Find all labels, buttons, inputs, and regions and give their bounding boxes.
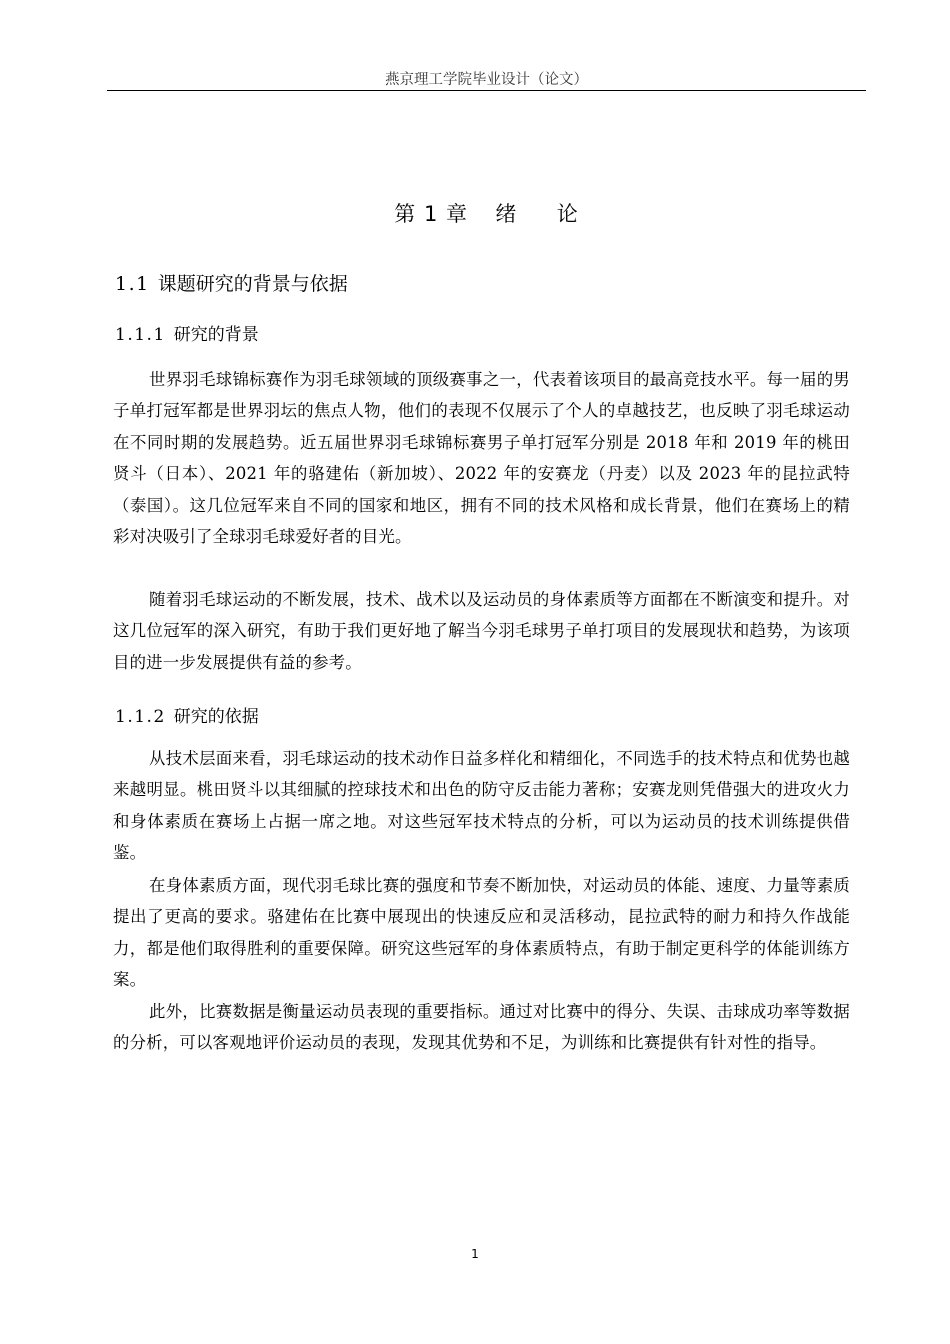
section-heading-1-1-1 (115, 322, 259, 348)
section-number: 1.1.2 (115, 707, 166, 727)
paragraph-basis-3: 此外，比赛数据是衡量运动员表现的重要指标。通过对比赛中的得分、失误、击球成功率等数据的分析，可以客观地评价运动员的表现，发现其优势和不足，为训练和比赛提供有针对性的指导。 (113, 1002, 850, 1053)
chapter-title-char-1: 绪 (495, 202, 518, 226)
section-heading-1-1-2 (115, 704, 259, 730)
section-heading-1-1 (115, 270, 348, 298)
paragraph-background-2: 随着羽毛球运动的不断发展，技术、战术以及运动员的身体素质等方面都在不断演变和提升。对这几位冠军的深入研究，有助于我们更好地了解当今羽毛球男子单打项目的发展现状和趋势，为该项目的进一步发展提供有益的参考。 (113, 590, 850, 672)
chapter-title (107, 198, 866, 230)
paragraph-background-1: 世界羽毛球锦标赛作为羽毛球领域的顶级赛事之一，代表着该项目的最高竞技水平。每一届的男子单打冠军都是世界羽坛的焦点人物，他们的表现不仅展示了个人的卓越技艺，也反映了羽毛球运动在不同时期的发展趋势。近五届世界羽毛球锦标赛男子单打冠军分别是 2018 年和 2019 年的桃田贤斗（日本）、2021 年的骆建佑（新加坡）、2022 年的安赛龙（丹麦）以及 2023 年的昆拉武特（泰国）。这几位冠军来自不同的国家和地区，拥有不同的技术风格和成长背景，他们在赛场上的精彩对决吸引了全球羽毛球爱好者的目光。 (113, 370, 850, 547)
section-title: 研究的依据 (173, 707, 259, 727)
paragraph-basis-1: 从技术层面来看，羽毛球运动的技术动作日益多样化和精细化，不同选手的技术特点和优势也越来越明显。桃田贤斗以其细腻的控球技术和出色的防守反击能力著称；安赛龙则凭借强大的进攻火力和身体素质在赛场上占据一席之地。对这些冠军技术特点的分析，可以为运动员的技术训练提供借鉴。 (113, 749, 850, 863)
section-title: 研究的背景 (173, 325, 259, 345)
chapter-title-char-2: 论 (556, 202, 579, 226)
section-title: 课题研究的背景与依据 (157, 273, 348, 295)
chapter-number: 第 1 章 (394, 202, 468, 226)
paragraph-basis-2: 在身体素质方面，现代羽毛球比赛的强度和节奏不断加快，对运动员的体能、速度、力量等素质提出了更高的要求。骆建佑在比赛中展现出的快速反应和灵活移动，昆拉武特的耐力和持久作战能力，都是他们取得胜利的重要保障。研究这些冠军的身体素质特点，有助于制定更科学的体能训练方案。 (113, 876, 850, 990)
section-number: 1.1 (115, 273, 150, 295)
page-number: 1 (471, 1247, 479, 1261)
header-title: 燕京理工学院毕业设计（论文） (385, 72, 588, 88)
page-header (107, 70, 866, 90)
header-divider (107, 90, 866, 91)
section-number: 1.1.1 (115, 325, 166, 345)
